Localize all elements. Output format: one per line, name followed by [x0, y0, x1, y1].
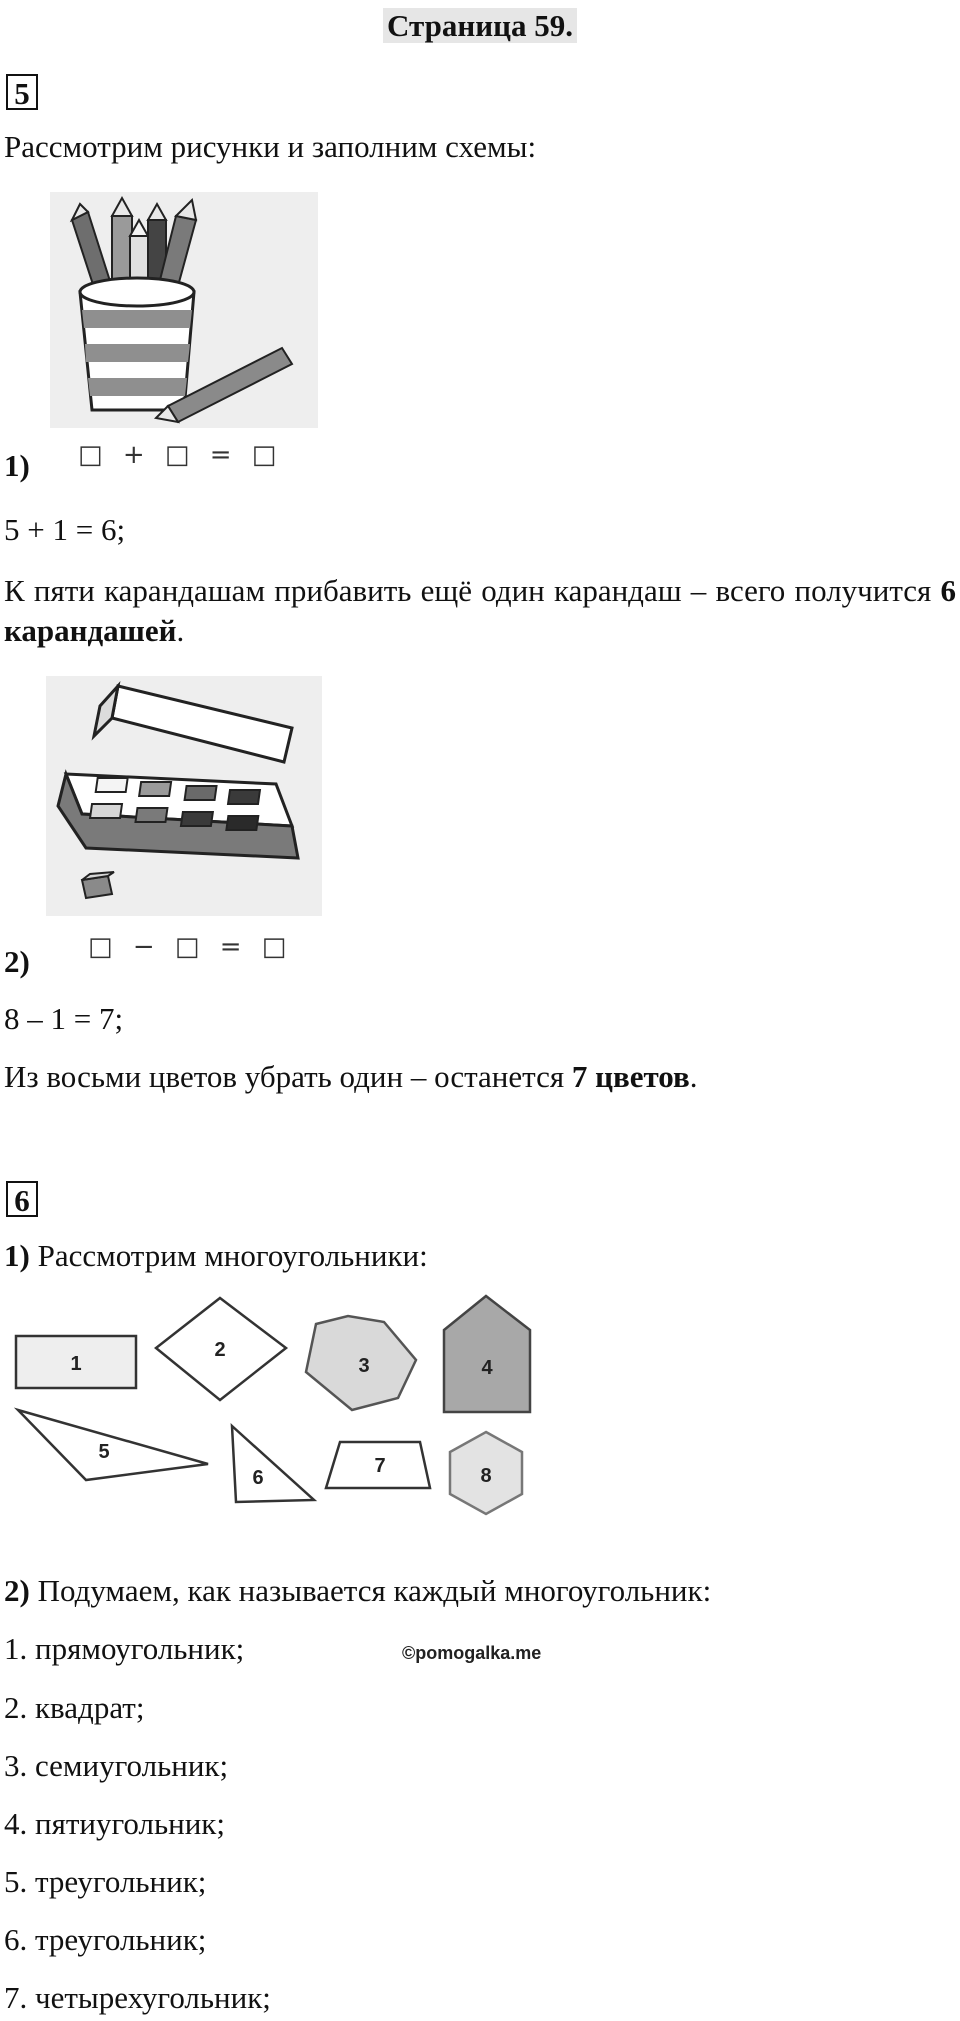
task-6-part-1-text: Рассмотрим многоугольники: — [29, 1238, 428, 1273]
task-6-part-2-label: 2) — [4, 1573, 30, 1608]
answer-item: 3. семиугольник; — [4, 1748, 229, 1783]
task-6-number: 6 — [6, 1181, 38, 1217]
explanation-2-start: Из восьми цветов убрать один – останется — [4, 1059, 572, 1094]
task-5-part-2-label: 2) — [4, 944, 30, 979]
explanation-1-end: . — [176, 613, 185, 648]
task-5-part-2-scheme: □ − □ = □ — [88, 932, 293, 962]
answer-item: 1. прямоугольник; — [4, 1631, 245, 1666]
polygon-5-label: 5 — [98, 1441, 110, 1463]
task-5-part-2-explanation — [4, 1057, 698, 1097]
polygon-4-label: 4 — [481, 1357, 493, 1379]
explanation-1-start: К пяти карандашам прибавить ещё один карандаш – всего получится — [4, 573, 941, 608]
answer-item: 2. квадрат; — [4, 1690, 145, 1725]
task-5-part-2-equation: 8 – 1 = 7; — [4, 1001, 124, 1036]
polygon-7-label: 7 — [374, 1455, 386, 1477]
polygon-6 — [232, 1426, 314, 1502]
polygon-8-label: 8 — [480, 1465, 492, 1487]
page-title — [0, 6, 960, 46]
polygon-3-label: 3 — [358, 1355, 370, 1377]
task-5-intro: Рассмотрим рисунки и заполним схемы: — [4, 129, 537, 164]
polygon-2-label: 2 — [214, 1339, 226, 1361]
explanation-2-bold: 7 цветов — [571, 1059, 690, 1094]
answer-item: 4. пятиугольник; — [4, 1806, 225, 1841]
explanation-2-end: . — [689, 1059, 698, 1094]
pencils-in-cup-image — [50, 192, 318, 428]
polygon-1-label: 1 — [70, 1353, 82, 1375]
task-5-number: 5 — [6, 74, 38, 110]
answer-item: 5. треугольник; — [4, 1864, 207, 1899]
task-5-part-1-explanation — [4, 571, 956, 651]
task-6-part-1-label: 1) — [4, 1238, 30, 1273]
task-6-part-1 — [4, 1236, 428, 1276]
watermark: ©pomogalka.me — [402, 1643, 542, 1663]
polygons-image — [8, 1294, 548, 1540]
task-5-part-1-equation: 5 + 1 = 6; — [4, 512, 126, 547]
task-6-part-2-text: Подумаем, как называется каждый многоугольник: — [29, 1573, 712, 1608]
task-5-part-1-label: 1) — [4, 448, 30, 483]
polygon-6-label: 6 — [252, 1467, 264, 1489]
explanation-1-bold: 6 карандашей — [4, 573, 956, 648]
polygon-5 — [18, 1410, 208, 1480]
polygon-4 — [444, 1296, 530, 1412]
answer-item: 7. четырехугольник; — [4, 1980, 271, 2015]
paint-box-image — [46, 676, 322, 916]
task-5-part-1-scheme: □ + □ = □ — [78, 440, 283, 470]
answer-item: 6. треугольник; — [4, 1922, 207, 1957]
task-6-part-2 — [4, 1571, 711, 1611]
page-title-text: Страница 59. — [383, 8, 577, 43]
